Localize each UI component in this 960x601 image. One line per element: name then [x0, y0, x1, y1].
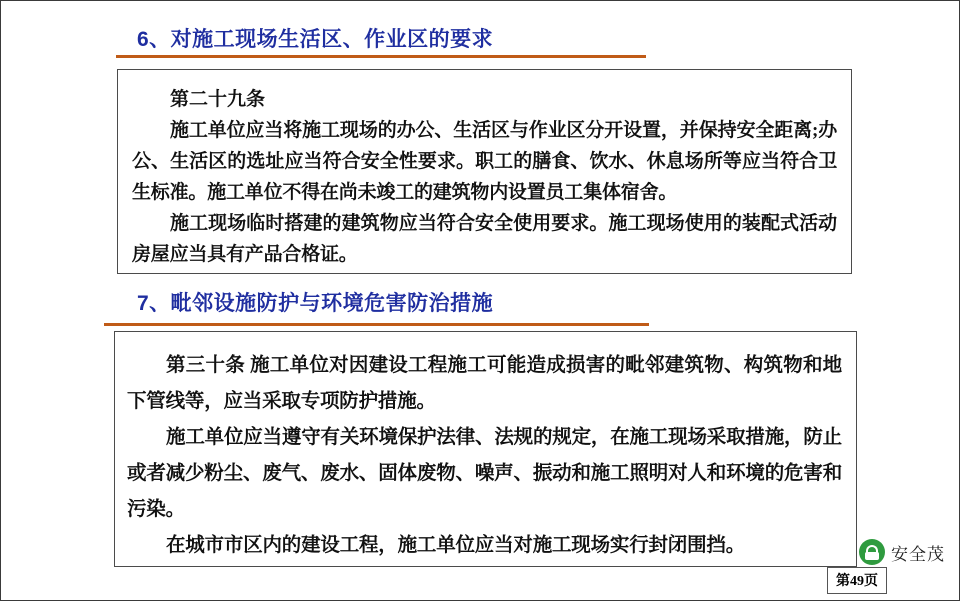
- article-29-paragraph-1: 施工单位应当将施工现场的办公、生活区与作业区分开设置，并保持安全距离;办公、生活区的选址应当符合安全性要求。职工的膳食、饮水、休息场所等应当符合卫生标准。施工单位不得在尚未竣工的建筑物内设置员工集体宿舍。: [132, 120, 837, 203]
- section-heading-6: 6、对施工现场生活区、作业区的要求: [137, 28, 494, 51]
- shield-helmet-icon: [859, 539, 885, 565]
- article-30-paragraph-2: 施工单位应当遵守有关环境保护法律、法规的规定，在施工现场采取措施，防止或者减少粉尘、废气、废水、固体废物、噪声、振动和施工照明对人和环境的危害和污染。: [127, 427, 842, 520]
- watermark-label: 安全茂: [891, 544, 945, 564]
- article-30-textbox: [114, 331, 857, 567]
- article-29-title: 第二十九条: [170, 89, 266, 110]
- section-heading-7: 7、毗邻设施防护与环境危害防治措施: [137, 292, 494, 315]
- page-number-badge: 第49页: [827, 567, 887, 594]
- article-30-paragraph-3: 在城市市区内的建设工程，施工单位应当对施工现场实行封闭围挡。: [166, 535, 746, 556]
- section-divider-7: [104, 323, 649, 326]
- article-29-paragraph-2: 施工现场临时搭建的建筑物应当符合安全使用要求。施工现场使用的装配式活动房屋应当具有产品合格证。: [132, 213, 837, 265]
- article-29-textbox: [117, 69, 852, 274]
- watermark-logo: [859, 539, 945, 565]
- article-30-paragraph-1: 第三十条 施工单位对因建设工程施工可能造成损害的毗邻建筑物、构筑物和地下管线等，应当采取专项防护措施。: [127, 355, 842, 412]
- section-divider-6: [116, 55, 646, 58]
